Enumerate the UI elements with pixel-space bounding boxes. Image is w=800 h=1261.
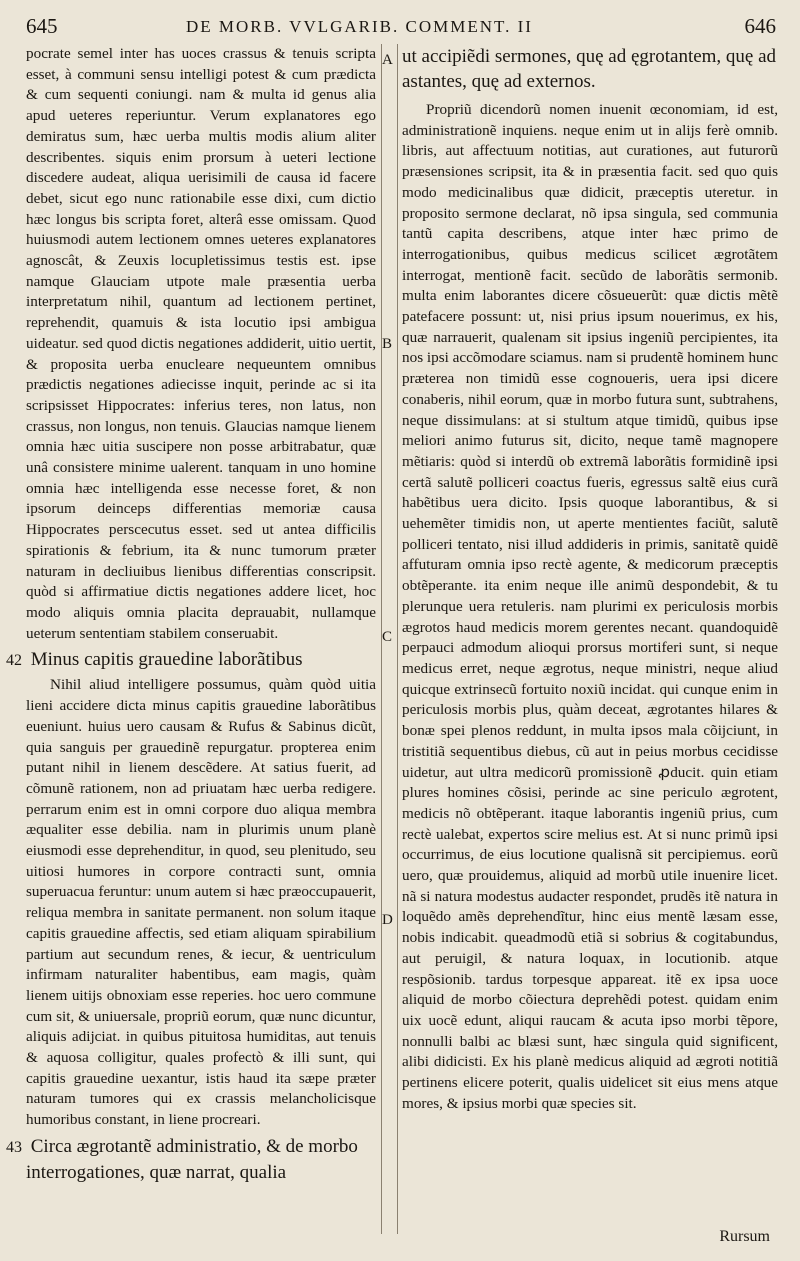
lemma-number-42: 42 <box>6 652 22 670</box>
right-column <box>402 44 778 1114</box>
lemma-text-42: Minus capitis grauedine laborãtibus <box>30 649 303 671</box>
lemma-text-43: Circa ægrotantẽ administratio, & de morbo interrogationes, quæ narrat, qualia <box>26 1135 358 1183</box>
margin-letter-c: C <box>382 629 393 645</box>
margin-letter-d: D <box>382 912 393 928</box>
running-head <box>16 14 786 40</box>
right-paragraph-1: Propriũ dicendorũ nomen inuenit œconomiam, id est, administrationẽ inquiens. neque enim ut in alijs ferè omnib. libris, aut affectuum notitias, aut curationes, aut futurorũ præsensiones scripsit, ita & in præsentia facit. sed quo quis modo medicinalibus quæ didicit, præceptis uteretur. in proposito sermone declarat, nõ ipsa singula, sed communia tantũ capita describens, atque inter hæc primo de interrogationibus, quibus medicus scilicet ægrotãtem interrogat, mentionẽ facit. secũdo de laborãtis sermonib. multa enim laborantes dicere cõsueuerũt: quæ dictis mẽtẽ patefacere possunt: ut, nisi prius ipsum nouerimus, ex his, quæ narrauerit, qualenam sit ipsius ingeniũ percipientes, ita nos ipsi accõmodare sciamus. nam si prudentẽ hominem hunc præterea non timidũ esse cognoueris, uera ipsi dicere conaberis, nihil eorum, quæ in morbo futura sunt, subtrahens, neque dissimulans: at si stultum atque timidũ, quibus ipse meliori animo futurus sit, dicito, neque tamẽ magnopere mẽtiaris: quòd si interdũ ob extremã laborãtis formidinẽ ipsi certã salutẽ polliceri coactus fueris, egressus saltẽ eius curã habẽtibus uera dicito. Ipsis quoque laborantibus, & si uehemẽter timidis non, ut aperte mentientes faciũt, salutẽ polliceri tentato, nisi illud addideris in primis, sanitatẽ quidẽ affuturam omnia ipso rectè agente, & medicorum præceptis obtẽperante. ita enim neque ille animũ despondebit, & tu plerunque uera retuleris. nam plurimi ex periculosis morbis ægrotos haud medicis morem gerentes necant. quandoquidẽ perpauci admodum alioqui prorsus mortiferi sunt, si neque medicus erret, neque ægrotus, neque ministri, neque aliud quicque extrinsecũ fortuito noxiũ incidat. qui cunque enim in periculosis morbis plus, quàm deceat, ægrotantes hilares & bonæ spei plenos reddunt, in multa ipsos mala cõijciunt, in tristitiã sequentibus diebus, cũ aut in peius morbus cecidisse uidetur, aut ultra medicorũ promissionẽ ꝓducit. quin etiam plures homines cõsisi, perinde ac sine periculo ægrotent, medicis nõ obtẽperant. itaque laborantis ingeniũ prius, cum rectè ualebat, expertos scire melius est. At si nunc primũ ipsi occurrimus, de eius locutione qualisnã sit percipiemus. eorũ uero, quæ prouidemus, aliquid ad morbũ utile inuenire licet. nã si natura modestus audacter respondet, prudẽs itẽ natura in loquẽdo amẽs deprehendĩtur, hinc eius mentẽ læsam esse, nobis indicabit. queadmodũ etiã si sobrius & cogitabundus, aut peruigil, & natura loquax, in locutionib. atque respõsionib. tardus torpesque appareat. itẽ ex ipsa uoce aliquid de morbo cõiectura deprehẽdi potest. quidam enim uix uocẽ edunt, aliqui raucam & acuta ipso morbi tẽpore, nonnulli balbi ac blæsi sunt, hæc singula quid significent, alibi didicisti. Ex his planè medicus aliquid ad ægroti notitiã pertinens elicere poterit, qualis uidelicet sit eius mens atque mores, & ipsius morbi quæ species sit. <box>402 101 778 1112</box>
left-paragraph-1: pocrate semel inter has uoces crassus & tenuis scripta esset, à communi sensu intelligi potest & cum prædicta & cum sequenti coniungi. nam & multa id genus alia apud ueteres reperiuntur. Verum explanatores ego demiratus sum, hæc uerba multis modis alium aliter describentes. siquis enim prorsum à ueteri lectione discedere audeat, aliqua uerisimili de causa id facere debet, sicut ego nunc rationabile esse dixi, cum dictio hæc longus bis scripta foret, alterâ esse omissam. Quod huiusmodi autem lectionem omnes ueteres explanatores agnoscât, & Zeuxis locupletissimus testis est. ipse namque Glauciam utpote male præsentia uerba interpretatum nihil, quantum ad lectionem pertinet, reprehendit, quamuis & ista locutio ipsi ambigua uideatur. sed quod dictis negationes addiderit, uitio uertit, & proposita uerba enucleare nequeuntem omnibus prædictis negationes adiecisse inquit, perinde ac si ita scripsisset Hippocrates: inferius teres, non latus, non crassus, non longus, non tenuis. Glaucias namque lienem omnia hæc uitia suscipere non posse arbitrabatur, quæ unâ consistere minime ualerent. tanquam in uno homine omnia hæc intelligenda esse necesse foret, & non ipsorum deinceps differentias memoriæ causa Hippocrates perscecutus esset. sed ut antea difficilis spirationis & febrium, ita & nunc tumorum præter naturam in decliuibus lienibus differentias conscripsit. quòd si affirmatiue dictis negationes addere licet, hoc modo aliquis omnia placita deprauabit, nullamque ueterum sententiam stabilem conseruabit. <box>26 45 376 642</box>
running-title: DE MORB. VVLGARIB. COMMENT. II <box>186 17 533 36</box>
left-paragraph-2: Nihil aliud intelligere possumus, quàm quòd uitia lieni accidere dicta minus capitis grauedine laborãtibus eueniunt. huius uero causam & Rufus & Sabinus dicũt, quia sanguis per grauedinẽ repurgatur. propterea enim putant nihil in lienem descẽdere. At satius fuerit, ad cõmunẽ rationem, non ad priuatam hæc uerba redigere. perrarum enim est in omni corpore duo aliqua membra æqualiter esse debilia. nam in plurimis unum planè eiusmodi esse deprehenditur, in quod, seu plenitudo, seu uitiosi humores in corpore contracti sunt, omnia superuacua feruntur: unum autem si hæc præoccupauerit, reliqua membra in sanitate permanent. non solum itaque capitis grauedine affectis, sed etiam aliquam spirabilium partium aut secundum renes, & iecur, & uentriculum infirmam naturaliter habentibus, eam magis, quàm lienem uitijs obnoxiam esse reperies. hoc uero commune cum sit, & uniuersale, propriũ eorum, quæ nunc dicuntur, aliquis adijciat. in quibus pituitosa humiditas, aut tenuis & aquosa colligitur, quales profectò & illi sunt, qui capitis grauedine uexantur, istis haud ita sæpe præter naturam tumores qui ex crassis melancholicisque humoribus constant, in liene procreari. <box>26 676 376 1129</box>
lemma-43 <box>6 1134 376 1185</box>
page-number-left: 645 <box>26 14 58 38</box>
margin-letter-b: B <box>382 336 393 352</box>
margin-letters <box>378 44 400 1244</box>
catchword: Rursum <box>719 1228 770 1245</box>
lemma-43-continued: ut accipiẽdi sermones, quę ad ęgrotantem, quę ad astantes, quę ad externos. <box>402 46 777 92</box>
left-column <box>6 44 376 1187</box>
lemma-number-43: 43 <box>6 1138 22 1156</box>
margin-letter-a: A <box>382 52 393 68</box>
lemma-42 <box>6 647 376 673</box>
page-number-right: 646 <box>744 14 776 38</box>
